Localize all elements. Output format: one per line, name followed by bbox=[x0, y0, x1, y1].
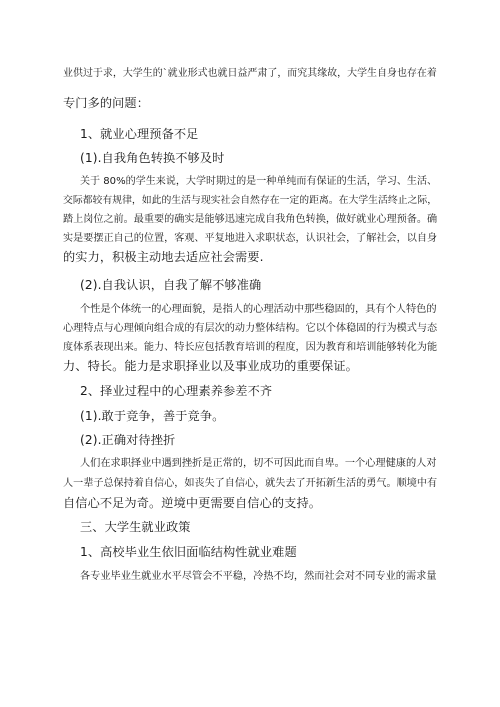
text-line-6: 交际都较有规律，如此的生活与现实社会自然存在一定的距离。在大学生活终止之际， bbox=[63, 195, 438, 206]
text-line-19: 人一辈子总保持着自信心，如丧失了自信心，就失去了开拓新生活的勇气。顺境中有 bbox=[63, 478, 438, 489]
text-line-12: 心理特点与心理倾向组合成的有层次的动力整体结构。它以个体稳固的行为模式与态 bbox=[63, 323, 438, 334]
text-line-11: 个性是个体统一的心理面貌，是指人的心理活动中那些稳固的，具有个人特色的 bbox=[80, 304, 437, 315]
text-line-5: 关于 80%的学生来说，大学时期过的是一种单纯而有保证的生活，学习、生活、 bbox=[80, 176, 438, 187]
text-line-2: 专门多的问题： bbox=[63, 96, 150, 110]
text-line-14: 力、特长。能力是求职择业以及事业成功的重要保证。 bbox=[63, 359, 358, 373]
text-line-8: 实是要摆正自己的位置，客观、平复地进入求职状态，认识社会，了解社会，以自身 bbox=[63, 233, 438, 244]
text-line-1: 业供过于求，大学生的`就业形式也就日益严肃了，而究其缘故，大学生自身也存在着 bbox=[63, 68, 437, 79]
text-line-16: (1).敢于竞争，善于竞争。 bbox=[80, 409, 225, 423]
text-line-4: (1).自我角色转换不够及时 bbox=[80, 151, 225, 165]
text-line-17: (2).正确对待挫折 bbox=[80, 433, 176, 447]
text-line-22: 1、高校毕业生依旧面临结构性就业难题 bbox=[80, 545, 297, 559]
text-line-18: 人们在求职择业中遇到挫折是正常的，切不可因此而自卑。一个心理健康的人对 bbox=[80, 458, 437, 469]
text-line-9: 的实力，积极主动地去适应社会需要. bbox=[63, 250, 264, 264]
text-line-10: (2).自我认识，自我了解不够准确 bbox=[80, 278, 262, 292]
text-line-23: 各专业毕业生就业水平尽管会不平稳，冷热不均，然而社会对不同专业的需求量 bbox=[80, 571, 437, 582]
text-line-20: 自信心不足为奇。逆境中更需要自信心的支持。 bbox=[63, 496, 322, 510]
text-line-15: 2、择业过程中的心理素养参差不齐 bbox=[80, 384, 273, 398]
text-line-13: 度体系表现出来。能力、特长应包括教育培训的程度，因为教育和培训能够转化为能 bbox=[63, 342, 438, 353]
text-line-21: 三、大学生就业政策 bbox=[80, 520, 191, 534]
text-line-3: 1、就业心理预备不足 bbox=[80, 127, 199, 141]
text-line-7: 踏上岗位之前。最重要的确实是能够迅速完成自我角色转换，做好就业心理预备。确 bbox=[63, 214, 438, 225]
